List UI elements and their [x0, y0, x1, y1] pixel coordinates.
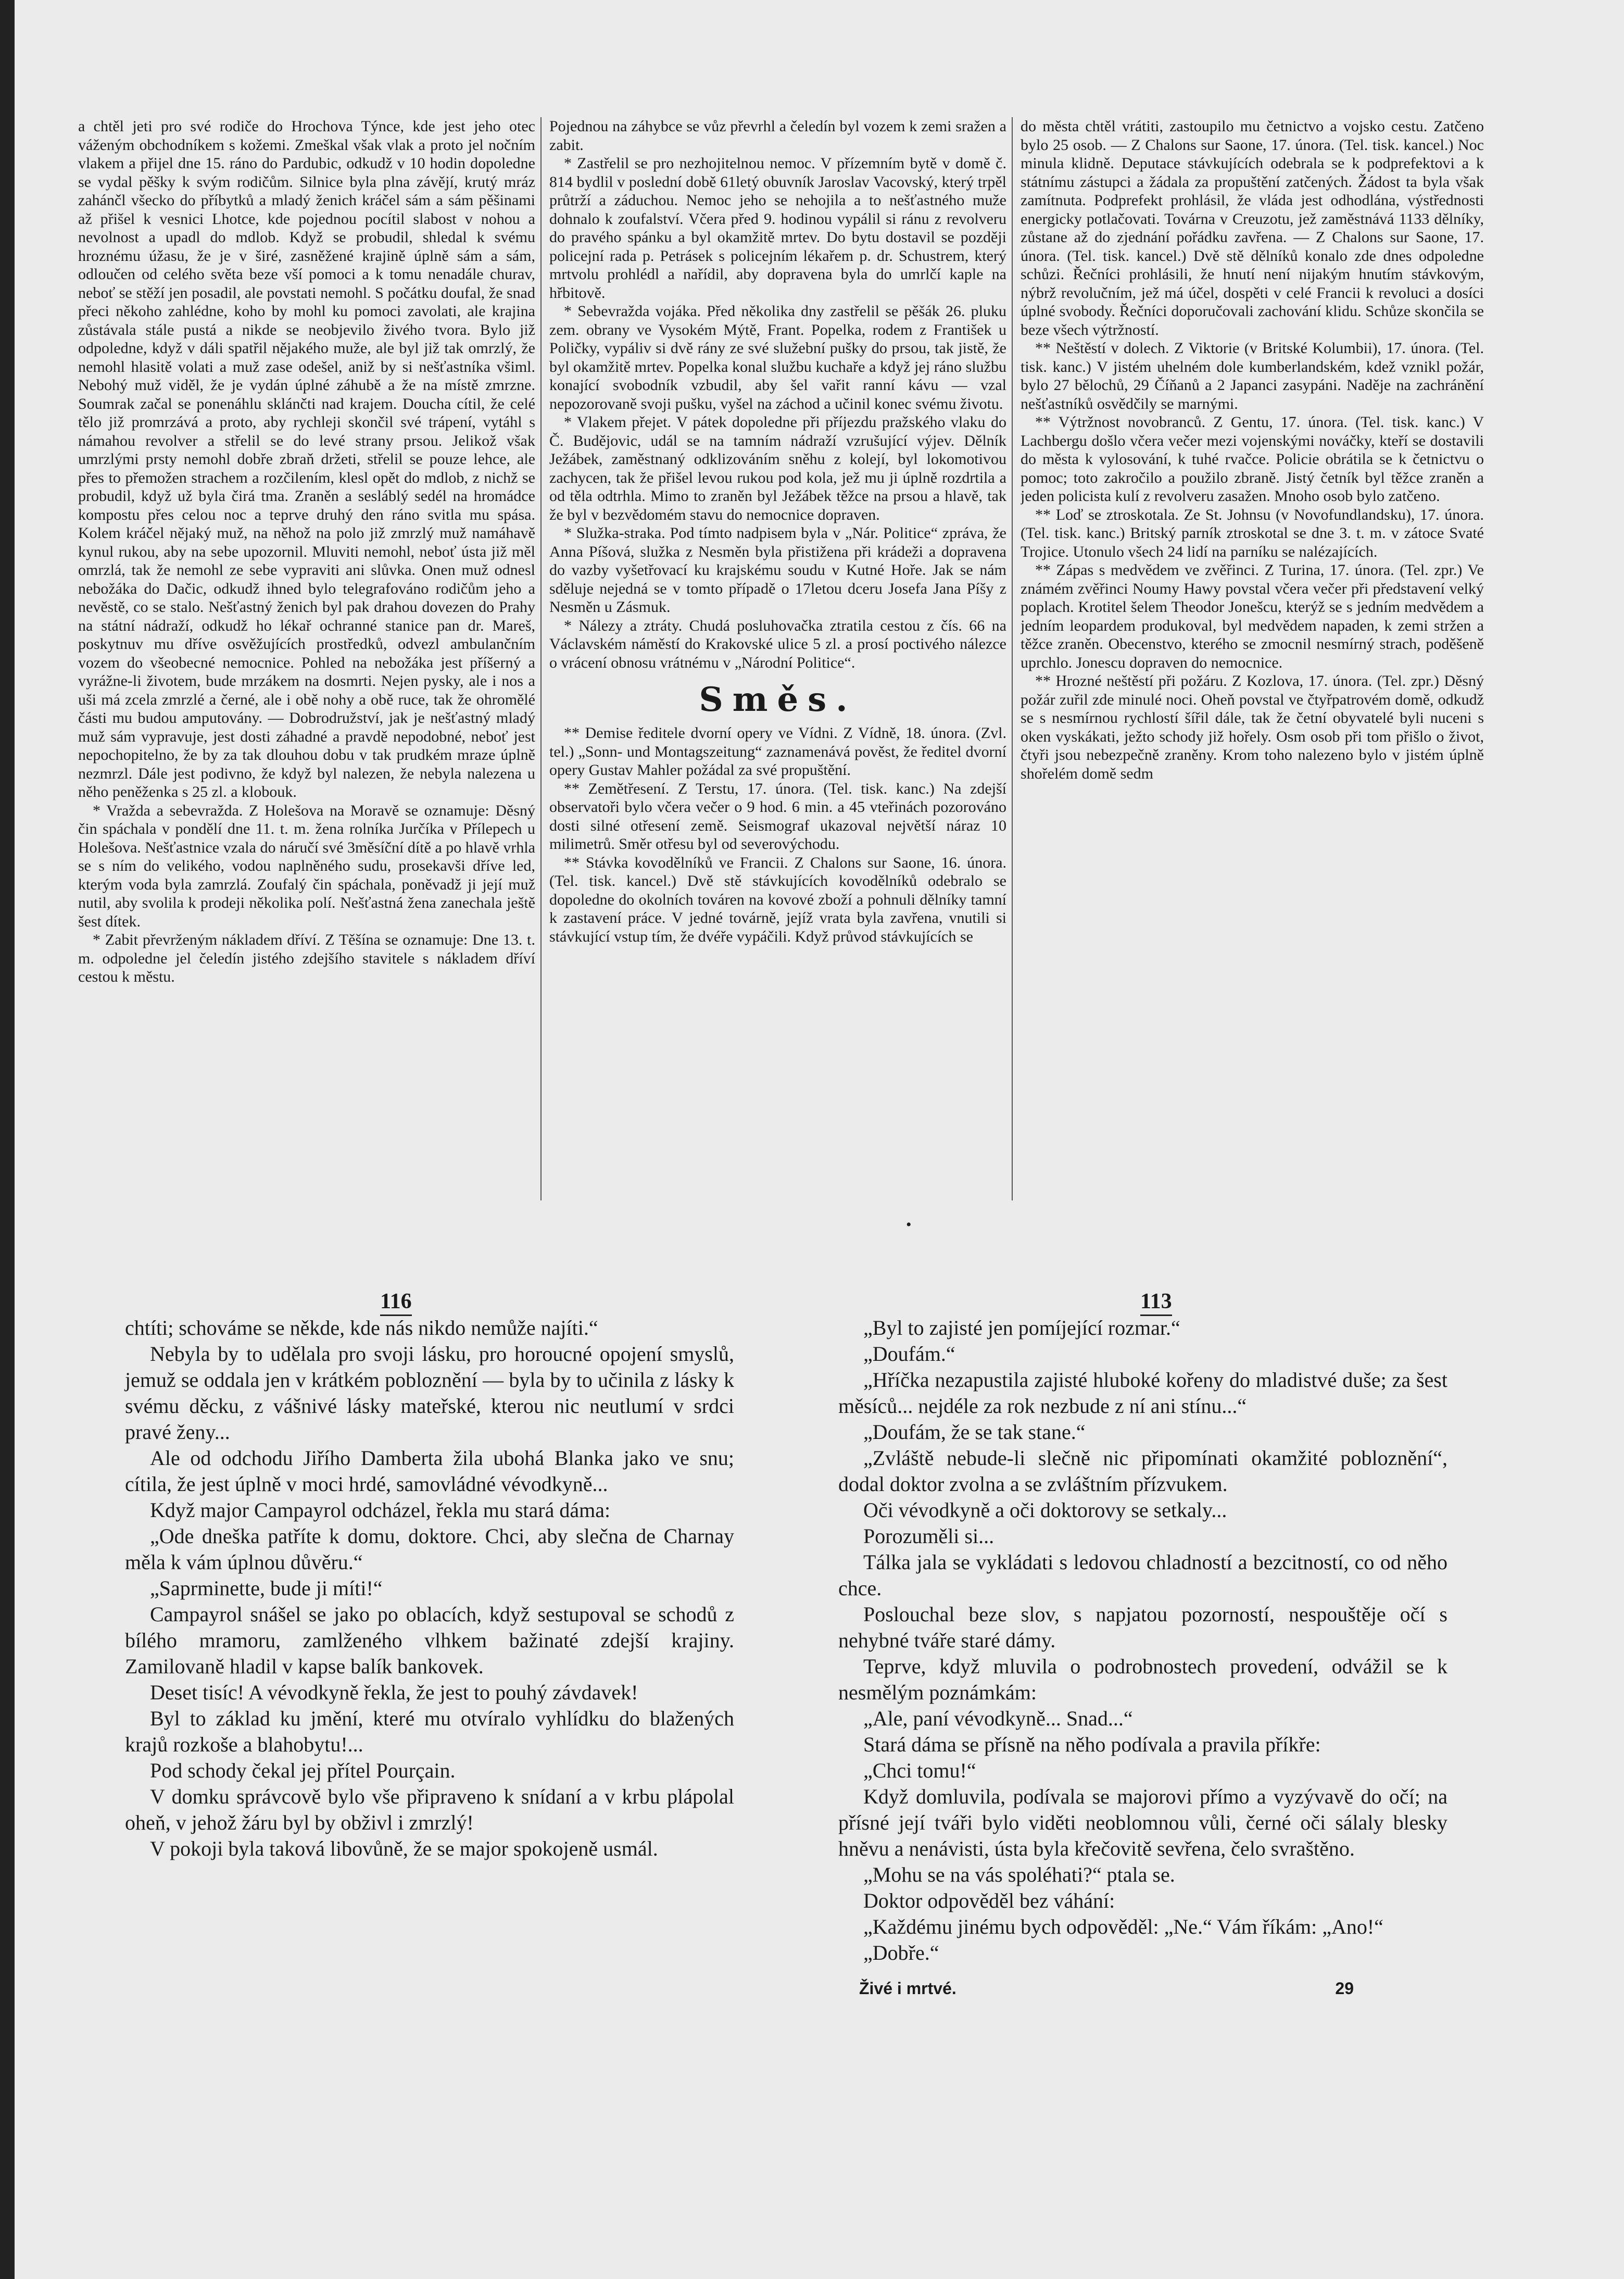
- novel-paragraph: „Zvláště nebude-li slečně nic připomínati okamžité pobloznění“, dodal doktor zvolna a se zvláštním přízvukem.: [838, 1446, 1447, 1496]
- article-paragraph: a chtěl jeti pro své rodiče do Hrochova Týnce, kde jest jeho otec váženým obchodníkem s kožemi. Zmeškal však vlak a proto jel nočním vlakem a přijel dne 15. ráno do Pardubic, odkudž v 10 hodin dopoledne se vydal pěšky k svým rodičům. Silnice byla plna závějí, krutý mráz zahánčl všecko do příbytků a mladý ženich kráčel sám a sám pěšinami až přišel k vesnici Lhotce, kde pojednou pocítil slabost v nohou a nevolnost a upadl do mdlob. Když se probudil, shledal k svému hroznému úžasu, že je v širé, zasněžené krajině úplně sám a sám, odloučen od celého světa beze vší pomoci a k tomu nenadále churav, neboť se stěží jen posadil, ale povstati nemohl. S počátku doufal, že snad přeci někoho zahlédne, koho by mohl ku pomoci zavolati, ale krajina zůstávala stále pustá a nikde se neobjevilo živého tvora. Bylo již odpoledne, když v dáli spatřil nějakého muže, ale byl již tak omrzlý, že nemohl hlasitě volati a muž zase odešel, aniž by si nešťastníka všiml. Nebohý muž viděl, že je vydán úplné záhubě a že na místě zmrzne. Soumrak začal se ponenáhlu sklánčti nad krajem. Doucha cítil, že celé tělo již promrzává a proto, aby rychleji skončil své trápení, vytáhl s námahou revolver a střelil se do levé strany prsou. Jelikož však umrzlými prsty nemohl dobře zbraň držeti, střelil se pouze lehce, ale přes to přemožen strachem a rozčilením, klesl opět do mdlob, z nichž se probudil, když už byla čirá tma. Zraněn a sesláblý sedél na hromádce kompostu přes celou noc a teprve druhý den ráno svitla mu spása. Kolem kráčel nějaký muž, na něhož na polo již zmrzlý muž namáhavě kynul rukou, aby na sebe upozornil. Mluviti nemohl, neboť ústa již měl omrzlá, tak že nemohl ze sebe vypraviti ani slůvka. Onen muž odnesl nebožáka do Dačic, odkudž ihned bylo telegrafováno rodičům jeho a nevěstě, co se stalo. Nešťastný ženich byl pak drahou dovezen do Prahy na státní nádraží, odkudž ho lékař ochranné stanice pan dr. Mareš, poskytnuv mu dříve osvěžujících prostředků, odvezl ambulančním vozem do všeobecné nemocnice. Pohled na nebožáka jest příšerný a vyrážne-li životem, bude mrzákem na dosmrti. Nejen pysky, ale i nos a uši má zcela zmrzlé a černé, ale i obě nohy a obě ruce, tak že ohromělé části mu budou amputovány. — Dobrodružství, jak je nešťastný mladý muž sám vypravuje, jest dosti záhadné a pravdě nepodobné, neboť jest nepochopitelno, že by za tak dlouhou dobu v tak prudkém mraze úplně nezmrzl. Dále jest podivno, že když byl nalezen, že nebyla nalezena u něho peněženka s 25 zl. a klobouk.: [78, 118, 535, 800]
- article-paragraph: do města chtěl vrátiti, zastoupilo mu četnictvo a vojsko cestu. Zatčeno bylo 25 osob. — Z Chalons sur Saone, 17. února. (Tel. tisk. kancel.) Noc minula klidně. Deputace stávkujících odebrala se k podprefektovi a k státnímu zástupci a žádala za propuštění zatčených. Žádost ta byla však zamítnuta. Podprefekt prohlásil, že vláda jest odhodlána, výstřednosti energicky potlačovati. Továrna v Creuzotu, jež zaměstnává 1133 dělníky, zůstane až do zjednání pořádku zavřena. — Z Chalons sur Saone, 17. února. (Tel. tisk. kancel.) Dvě stě dělníků konalo zde dnes odpoledne schůzi. Řečníci prohlásili, že hnutí není nijakým hnutím stávkovým, nýbrž revolučním, jež má účel, dospěti v celé Francii k revoluci a dosíci úplné svobody. Řečníci doporučovali zachování klidu. Schůze skončila se beze všech výtržností.: [1021, 118, 1484, 339]
- novel-text: [125, 1315, 1484, 2001]
- running-footer-title: Živé i mrtvé.: [859, 1979, 956, 1998]
- footer-page-number: 29: [1335, 1979, 1354, 1998]
- novel-paragraph: „Dobře.“: [863, 1941, 939, 1964]
- article-paragraph: * Sebevražda vojáka. Před několika dny zastřelil se pěšák 26. pluku zem. obrany ve Vysokém Mýtě, Frant. Popelka, rodem z František u Poličky, vypáliv si dvě rány ze své služební pušky do prsou, tak jistě, že byl okamžitě mrtev. Popelka konal službu kuchaře a když jej ráno službu konající svobodník vzbudil, aby šel vařit ranní kávu — vzal nepozorovaně svoji pušku, vyšel na záchod a učinil konec svému životu.: [549, 303, 1006, 412]
- page-number-right: 113: [1140, 1289, 1172, 1314]
- newspaper-column-3: [1021, 117, 1484, 1200]
- article-paragraph: * Služka-straka. Pod tímto nadpisem byla v „Nár. Politice“ zpráva, že Anna Píšová, služka z Nesměn byla přistižena při krádeži a dopravena do vazby vyšetřovací ku krajskému soudu v Kutné Hoře. Jak se nám sděluje nejedná se v tomto případě o 17letou dceru Josefa Jana Píšy z Nesměn u Zásmuk.: [549, 524, 1006, 616]
- article-paragraph: ** Výtržnost novobranců. Z Gentu, 17. února. (Tel. tisk. kanc.) V Lachbergu došlo včera večer mezi vojenskými nováčky, kteří se dostavili do města k vylosování, k tuhé rvačce. Policie obrátila se k četnictvu o pomoc; toto zakročilo a použilo zbraně. Jistý četník byl těžce zraněn a jeden policista kulí z revolveru zasažen. Mnoho osob bylo zatčeno.: [1021, 414, 1484, 505]
- article-paragraph: ** Neštěstí v dolech. Z Viktorie (v Britské Kolumbii), 17. února. (Tel. tisk. kanc.) V jistém uhelném dole kumberlandském, kdež vznikl požár, bylo 27 bělochů, 29 Číňanů a 2 Japanci zasypáni. Naděje na zachránění nešťastníků osvědčily se marnými.: [1021, 340, 1484, 412]
- printer-dot: •: [906, 1216, 912, 1233]
- novel-paragraph: Teprve, když mluvila o podrobnostech provedení, odvážil se k nesmělým poznámkám:: [838, 1655, 1447, 1704]
- article-paragraph: ** Hrozné neštěstí při požáru. Z Kozlova, 17. února. (Tel. zpr.) Děsný požár zuřil zde minulé noci. Oheň povstal ve čtyřpatrovém domě, odkudž se s nesmírnou rychlostí šířil dále, tak že četní obyvatelé byli nuceni s oken vyskákati, ježto schody již hořely. Osm osob při tom přišlo o život, čtyři jsou nebezpečně zraněny. Krom toho nalezeno bylo v jistém úplně shořelém domě sedm: [1021, 672, 1484, 782]
- novel-paragraph: „Mohu se na vás spoléhati?“ ptala se.: [863, 1863, 1175, 1886]
- novel-column-right: [838, 1315, 1447, 2001]
- section-heading: Směs.: [699, 680, 857, 719]
- article-paragraph: ** Demise ředitele dvorní opery ve Vídni. Z Vídně, 18. února. (Zvl. tel.) „Sonn- und Montagszeitung“ zaznamenává pověst, že ředitel dvorní opery Gustav Mahler požádal za své propuštění.: [549, 724, 1006, 779]
- novel-paragraph: Deset tisíc! A vévodkyně řekla, že jest to pouhý závdavek!: [150, 1681, 638, 1704]
- newspaper-clipping: [78, 117, 1484, 1200]
- newspaper-column-1: [78, 117, 542, 1200]
- novel-paragraph: V domku správcově bylo vše připraveno k snídaní a v krbu plápolal oheň, v jehož žáru byl by obživl i zmrzlý!: [125, 1785, 734, 1834]
- article-paragraph: * Vlakem přejet. V pátek dopoledne při příjezdu pražského vlaku do Č. Budějovic, udál se na tamním nádraží vzrušující výjev. Dělník Ježábek, zaměstnaný odklizováním sněhu z kolejí, byl lokomotivou zachycen, tak že přišel levou rukou pod kola, jež mu ji úplně rozdrtila a od těla odtrhla. Mimo to zraněn byl Ježábek těžce na prsou a hlavě, tak že byl v bezvědomém stavu do nemocnice dopraven.: [549, 414, 1006, 523]
- novel-paragraph: Pod schody čekal jej přítel Pourçain.: [150, 1759, 456, 1782]
- novel-paragraph: „Každému jinému bych odpověděl: „Ne.“ Vám říkám: „Ano!“: [863, 1915, 1383, 1938]
- novel-paragraph: „Byl to zajisté jen pomíjející rozmar.“: [863, 1316, 1180, 1339]
- novel-paragraph: „Hříčka nezapustila zajisté hluboké kořeny do mladistvé duše; za šest měsíců... nejdéle za rok nezbude z ní ani stínu...“: [838, 1368, 1447, 1418]
- novel-paragraph: Porozuměli si...: [863, 1524, 994, 1548]
- newspaper-column-2: [549, 117, 1013, 1200]
- article-paragraph: * Nálezy a ztráty. Chudá posluhovačka ztratila cestou z čís. 66 na Václavském náměstí do Krakovské ulice 5 zl. a prosí poctivého nálezce o vrácení obnosu vrátnému v „Národní Politice“.: [549, 617, 1006, 671]
- novel-paragraph: Doktor odpověděl bez váhání:: [863, 1889, 1115, 1912]
- article-paragraph: * Zastřelil se pro nezhojitelnou nemoc. V přízemním bytě v domě č. 814 bydlil v poslední době 61letý obuvník Jaroslav Vacovský, který trpěl průtrží a záduchou. Nemoc jeho se nehojila a to nešťastného muže dohnalo k zoufalství. Včera před 9. hodinou vypálil si ránu z revolveru do pravého spánku a byl okamžitě mrtev. Do bytu dostavil se později policejní rada p. Petrásek s policejním lékařem p. dr. Schustrem, který mrtvolu prohlédl a nařídil, aby dopravena byla do umrlčí kaple na hřbitově.: [549, 155, 1006, 302]
- page-footer: [838, 1975, 1447, 2001]
- novel-paragraph: chtíti; schováme se někde, kde nás nikdo nemůže najíti.“: [125, 1316, 598, 1339]
- article-paragraph: ** Zemětřesení. Z Terstu, 17. února. (Tel. tisk. kanc.) Na zdejší observatoři bylo včera večer o 9 hod. 6 min. a 45 vteřinách pozorováno dosti silné otřesení země. Seismograf ukazoval největší náraz 10 milimetrů. Směr otřesu byl od severovýchodu.: [549, 780, 1006, 853]
- novel-paragraph: Poslouchal beze slov, s napjatou pozorností, nespouštěje očí s nehybné tváře staré dámy.: [838, 1602, 1447, 1652]
- novel-paragraph: Campayrol snášel se jako po oblacích, když sestupoval se schodů z bílého mramoru, zamlženého vlhkem bažinaté zdejší krajiny. Zamilovaně hladil v kapse balík bankovek.: [125, 1602, 734, 1678]
- novel-paragraph: Když major Campayrol odcházel, řekla mu stará dáma:: [150, 1498, 611, 1522]
- article-paragraph: * Zabit převrženým nákladem dříví. Z Těšína se oznamuje: Dne 13. t. m. odpoledne jel čeledín jistého zdejšího stavitele s nákladem dříví cestou k městu.: [78, 931, 535, 985]
- novel-column-left: [125, 1315, 734, 2001]
- novel-paragraph: Oči vévodkyně a oči doktorovy se setkaly...: [863, 1498, 1227, 1522]
- page-number-left: 116: [380, 1289, 412, 1314]
- novel-paragraph: Stará dáma se přísně na něho podívala a pravila příkře:: [863, 1733, 1321, 1756]
- article-paragraph: * Vražda a sebevražda. Z Holešova na Moravě se oznamuje: Děsný čin spáchala v pondělí dne 11. t. m. žena rolníka Jurčíka v Přílepech u Holešova. Nešťastnice vzala do náručí své 3měsíční dítě a po hlavě vrhla se s ním do velikého, vodou naplněného sudu, prosekavši dříve led, kterým voda byla zamrzlá. Zoufalý čin spáchala, poněvadž ji její muž nutil, aby svolila k prodeji několika polí. Nešťastná žena zanechala ještě šest dítek.: [78, 802, 535, 930]
- novel-paragraph: Když domluvila, podívala se majorovi přímo a vyzývavě do očí; na přísné její tváři bylo viděti neoblomnou vůli, černé oči sálaly blesky hněvu a nenávisti, ústa byla křečovitě sevřena, čelo svraštěno.: [838, 1785, 1447, 1860]
- novel-paragraph: „Saprminette, bude ji míti!“: [150, 1576, 383, 1600]
- novel-paragraph: „Ode dneška patříte k domu, doktore. Chci, aby slečna de Charnay měla k vám úplnou důvěru.“: [125, 1524, 734, 1574]
- article-paragraph: ** Loď se ztroskotala. Ze St. Johnsu (v Novofundlandsku), 17. února. (Tel. tisk. kanc.) Britský parník ztroskotal se dne 3. t. m. v zátoce Svaté Trojice. Utonulo všech 24 lidí na parníku se nalézajících.: [1021, 506, 1484, 560]
- article-paragraph: Pojednou na záhybce se vůz převrhl a čeledín byl vozem k zemi sražen a zabit.: [549, 118, 1006, 154]
- novel-paragraph: Byl to základ ku jmění, které mu otvíralo vyhlídku do blažených krajů rozkoše a blahobytu!...: [125, 1707, 734, 1756]
- novel-paragraph: „Doufám.“: [863, 1342, 955, 1366]
- article-paragraph: ** Zápas s medvědem ve zvěřinci. Z Turina, 17. února. (Tel. zpr.) Ve známém zvěřinci Noumy Hawy povstal včera večer při představení velký poplach. Krotitel šelem Theodor Jonešcu, kterýž se s jedním medvědem a jedním leopardem produkoval, byl medvědem napaden, k zemi stržen a těžce zraněn. Obecenstvo, kterého se zmocnil nesmírný strach, poděšeně uprchlo. Jonescu dopraven do nemocnice.: [1021, 561, 1484, 671]
- novel-paragraph: „Doufám, že se tak stane.“: [863, 1420, 1086, 1444]
- page-numbers: [78, 1200, 1484, 1315]
- novel-paragraph: Tálka jala se vykládati s ledovou chladností a bezcitností, co od něho chce.: [838, 1550, 1447, 1600]
- novel-paragraph: „Ale, paní vévodkyně... Snad...“: [863, 1707, 1133, 1730]
- article-paragraph: ** Stávka kovodělníků ve Francii. Z Chalons sur Saone, 16. února. (Tel. tisk. kancel.) Dvě stě stávkujících kovodělníků odebralo se dopoledne do okolních továren na kovové zboží a pohnuli dělníky tamní k zastavení práce. V jedné továrně, jejíž vrata byla zavřena, vnutili si stávkující vstup tím, že dvéře vypáčili. Když průvod stávkujících se: [549, 854, 1006, 945]
- novel-paragraph: V pokoji byla taková libovůně, že se major spokojeně usmál.: [150, 1837, 658, 1860]
- novel-paragraph: Nebyla by to udělala pro svoji lásku, pro horoucné opojení smyslů, jemuž se oddala jen v krátkém pobloznění — byla by to učinila z lásky k svému děcku, z vášnivé lásky mateřské, kterou nic neutlumí v srdci pravé ženy...: [125, 1342, 734, 1444]
- novel-paragraph: Ale od odchodu Jiřího Damberta žila ubohá Blanka jako ve snu; cítila, že jest úplně v moci hrdé, samovládné vévodkyně...: [125, 1446, 734, 1496]
- novel-paragraph: „Chci tomu!“: [863, 1759, 976, 1782]
- scanned-page: [78, 117, 1484, 2001]
- binding-edge: [0, 0, 15, 2279]
